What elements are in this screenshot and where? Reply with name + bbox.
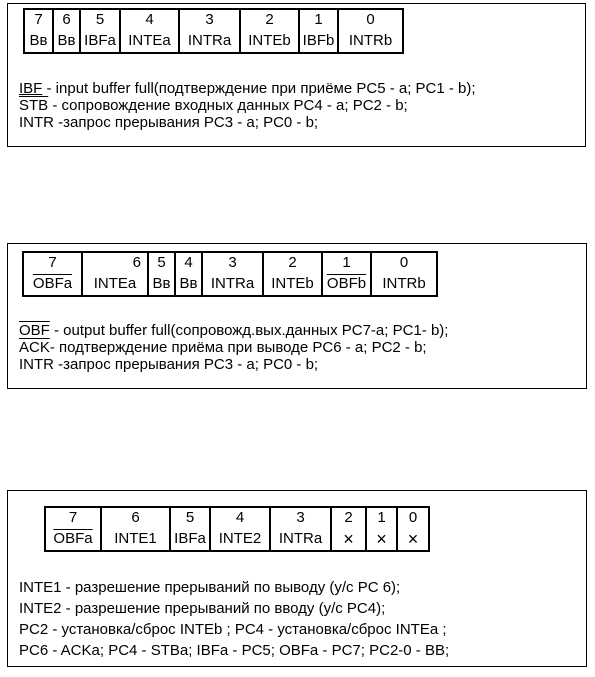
bit-cell-0: 0 INTRb (371, 252, 437, 296)
bit-cell-1: 1 OBFb (322, 252, 371, 296)
legend-line-inte2: INTE2 - разрешение прерываний по вводу (у/с PC4); (19, 600, 386, 617)
legend-line-signal-map: PC6 - ACKa; PC4 - STBa; IBFa - PC5; OBFa - PC7; PC2-0 - BB; (19, 642, 450, 659)
input-mode-panel (7, 3, 586, 147)
input-mode-bit-table (23, 8, 404, 54)
bit-cell-2: 2 INTEb (263, 252, 322, 296)
bidirectional-mode-panel (7, 490, 587, 667)
bit-cell-5: 5 IBFa (80, 9, 120, 53)
bit-cell-2: 2 × (331, 507, 366, 551)
bit-cell-3: 3 INTRa (202, 252, 263, 296)
bidirectional-mode-bit-table (44, 506, 430, 552)
input-mode-legend (19, 80, 476, 131)
bit-cell-2: 2 INTEb (240, 9, 299, 53)
bit-cell-3: 3 INTRa (179, 9, 240, 53)
bit-cell-6: 6 INTE1 (101, 507, 170, 551)
bit-cell-4: 4 INTEa (120, 9, 179, 53)
legend-line-intr: INTR -запрос прерывания PC3 - a; PC0 - b; (19, 114, 319, 131)
bit-cell-0: 0 × (397, 507, 429, 551)
bit-cell-1: 1 × (366, 507, 397, 551)
legend-line-ack: $\overline{ACK}-$ подтверждение приёма при выводе PC6 - a; PC2 - b; (19, 339, 427, 356)
output-mode-bit-table (22, 251, 438, 297)
bit-cell-7: 7 OBFa (23, 252, 82, 296)
bit-cell-0: 0 INTRb (338, 9, 403, 53)
bit-cell-1: 1 IBFb (299, 9, 338, 53)
output-mode-panel (7, 243, 587, 389)
legend-line-stb: $\overline{STB}$ - сопровождение входных данных PC4 - a; PC2 - b; (19, 97, 408, 114)
legend-line-pc2-pc4: PC2 - установка/сброс INTEb ; PC4 - установка/сброс INTEa ; (19, 621, 447, 638)
legend-line-intr: INTR -запрос прерывания PC3 - a; PC0 - b; (19, 356, 319, 373)
bit-cell-5: 5 Вв (148, 252, 175, 296)
bit-cell-7: 7 OBFa (45, 507, 101, 551)
bit-cell-6: 6 Вв (53, 9, 80, 53)
bit-cell-5: 5 IBFa (170, 507, 210, 551)
bit-cell-6: 6 INTEa (82, 252, 148, 296)
bidirectional-mode-legend (19, 577, 449, 661)
bit-cell-3: 3 INTRa (270, 507, 331, 551)
bit-cell-4: 4 Вв (175, 252, 202, 296)
bit-cell-7: 7 Вв (24, 9, 53, 53)
legend-line-ibf: IBF - input buffer full(подтверждение при приёме PC5 - a; PC1 - b); (19, 80, 476, 97)
output-mode-legend (19, 322, 448, 373)
legend-line-obf: $\overline{OBF}$ - output buffer full(сопровожд.вых.данных PC7-a; PC1- b); (19, 322, 449, 339)
legend-line-inte1: INTE1 - разрешение прерываний по выводу (у/с PC 6); (19, 579, 401, 596)
bit-cell-4: 4 INTE2 (210, 507, 270, 551)
